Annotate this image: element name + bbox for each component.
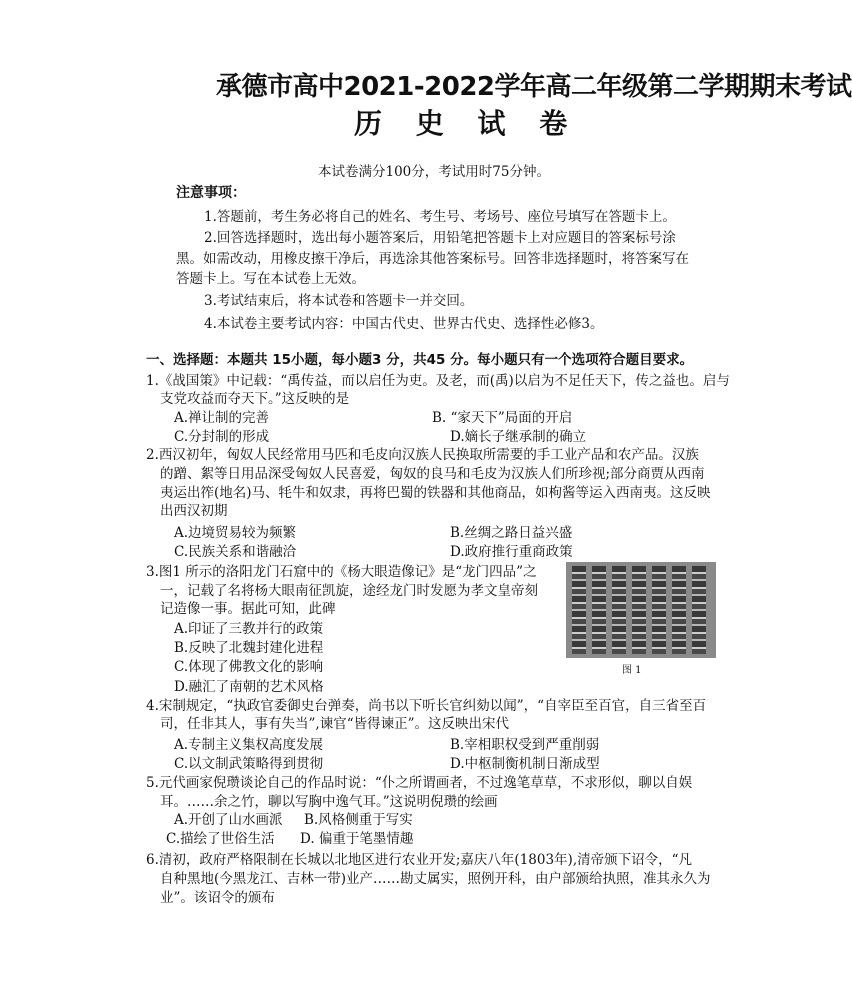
section-heading: 一、选择题：本题共 15小题，每小题3 分，共45 分。每小题只有一个选项符合题目要求。	[146, 352, 694, 368]
question-stem: 1.《战国策》中记载：“禹传益，而以启任为吏。及老，而(禹)以启为不足任天下，传之益也。启与	[146, 373, 730, 389]
option-a: A.印证了三教并行的政策	[174, 621, 324, 637]
question-stem: 4.宋制规定，“执政官委御史台弹奏，尚书以下听长官纠劾以闻”，“自宰臣至百官，自三省至百	[146, 698, 707, 714]
exam-title: 承德市高中2021-2022学年高二年级第二学期期末考试	[216, 72, 852, 102]
stele-rubbing-image	[566, 562, 716, 658]
figure-caption: 图 1	[622, 665, 642, 676]
question-stem: 的蹭、絮等日用品深受匈奴人民喜爱，匈奴的良马和毛皮为汉族人们所珍视;部分商贾从西南	[160, 466, 705, 482]
option-d: D.中枢制衡机制日渐成型	[450, 756, 600, 772]
option-a: A.开创了山水画派	[174, 812, 283, 828]
question-stem: 司，任非其人，事有失当”,谏官“皆得谏正”。这反映出宋代	[160, 716, 509, 732]
question-stem: 自种黑地(今黑龙江、吉林一带)业产……勘丈属实，照例开科，由户部颁给执照，准其永久为	[160, 871, 711, 887]
question-stem: 业”。该诏令的颁布	[160, 890, 275, 906]
option-c: C.分封制的形成	[174, 429, 270, 445]
option-b: B. “家天下”局面的开启	[432, 410, 573, 426]
option-c: C.描绘了世俗生活	[166, 831, 275, 847]
option-d: D.政府推行重商政策	[450, 544, 573, 560]
question-stem: 6.清初，政府严格限制在长城以北地区进行农业开发;嘉庆八年(1803年),清帝颁下诏令，“凡	[146, 852, 693, 868]
exam-subject-title: 历 史 试 卷	[354, 107, 580, 140]
notice-item: 1.答题前，考生务必将自己的姓名、考生号、考场号、座位号填写在答题卡上。	[204, 209, 676, 225]
question-stem: 夷运出筰(地名)马、牦牛和奴隶，再将巴蜀的铁器和其他商品，如枸酱等运入西南夷。这反映	[160, 485, 711, 501]
option-c: C.以文制武策略得到贯彻	[174, 756, 324, 772]
question-stem: 出西汉初期	[160, 503, 228, 519]
question-stem: 支党攻益而夺天下。”这反映的是	[160, 391, 350, 407]
question-stem: 5.元代画家倪瓒谈论自己的作品时说：“仆之所谓画者，不过逸笔草草，不求形似，聊以自娱	[146, 775, 693, 791]
option-d: D. 偏重于笔墨情趣	[300, 831, 414, 847]
notice-item: 4.本试卷主要考试内容：中国古代史、世界古代史、选择性必修3。	[204, 316, 604, 332]
option-a: A.禅让制的完善	[174, 410, 270, 426]
option-b: B.丝绸之路日益兴盛	[450, 525, 573, 541]
exam-summary: 本试卷满分100分，考试用时75分钟。	[318, 164, 550, 180]
option-b: B.反映了北魏封建化进程	[174, 640, 324, 656]
notice-item: 黑。如需改动，用橡皮擦干净后，再选涂其他答案标号。回答非选择题时，将答案写在	[176, 251, 689, 267]
notice-heading: 注意事项：	[176, 185, 246, 201]
option-b: B.宰相职权受到严重削弱	[450, 737, 600, 753]
question-stem: 一，记载了名将杨大眼南征凯旋，途经龙门时发愿为孝文皇帝刻	[160, 583, 538, 599]
notice-item: 答题卡上。写在本试卷上无效。	[176, 271, 365, 287]
question-stem: 记造像一事。据此可知，此碑	[160, 601, 336, 617]
notice-item: 3.考试结束后，将本试卷和答题卡一并交回。	[204, 293, 474, 309]
option-a: A.专制主义集权高度发展	[174, 737, 324, 753]
option-b: B.风格侧重于写实	[304, 812, 413, 828]
question-stem: 耳。……余之竹，聊以写胸中逸气耳。”这说明倪瓒的绘画	[160, 794, 498, 810]
option-c: C.体现了佛教文化的影响	[174, 659, 324, 675]
option-d: D.嫡长子继承制的确立	[450, 429, 587, 445]
option-d: D.融汇了南朝的艺术风格	[174, 679, 324, 695]
notice-item: 2.回答选择题时，选出每小题答案后，用铅笔把答题卡上对应题目的答案标号涂	[204, 230, 676, 246]
question-stem: 2.西汉初年，匈奴人民经常用马匹和毛皮向汉族人民换取所需要的手工业产品和农产品。汉族	[146, 447, 699, 463]
question-stem: 3.图1 所示的洛阳龙门石窟中的《杨大眼造像记》是“龙门四品”之	[146, 564, 537, 580]
option-c: C.民族关系和谐融洽	[174, 544, 297, 560]
option-a: A.边境贸易较为频繁	[174, 525, 297, 541]
